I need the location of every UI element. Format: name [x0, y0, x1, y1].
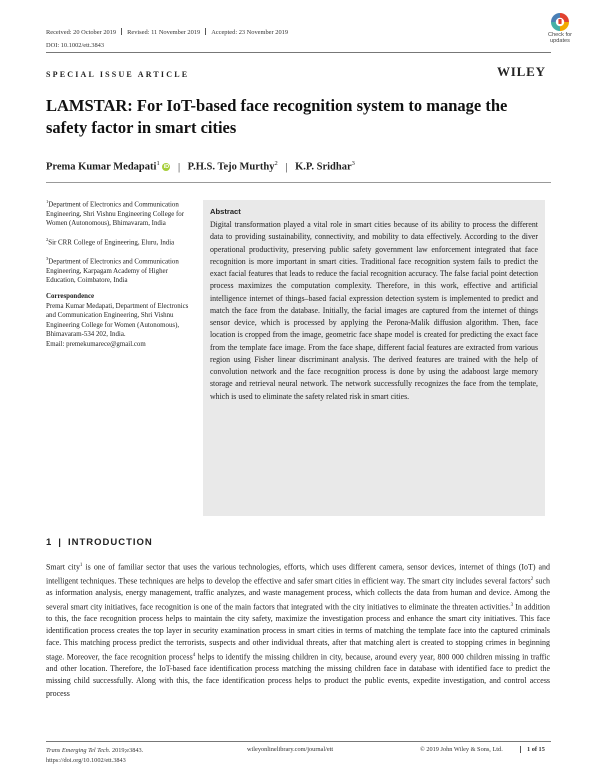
author-list: Prema Kumar Medapati$^1$ iD | P.H.S. Tejo Murthy$^2$ | K.P. Sridhar$^3$ [46, 160, 355, 173]
journal-name: Trans Emerging Tel Tech. [46, 747, 111, 754]
author-affil-sup: 2 [274, 160, 278, 167]
revised-date: Revised: 11 November 2019 [127, 29, 201, 36]
copyright: © 2019 John Wiley & Sons, Ltd. [420, 746, 503, 753]
journal-citation: 2019;e3843. [110, 747, 144, 754]
abstract-text: Digital transformation played a vital role in smart cities because of its ability to process the different data to providing sustainability, connectivity, and mobility to data effectively. According to the diver operational productivity, preserving public safety government law enforcement integrated that face recognition is more important in smart cities. Traditional face recognition system fails to predict the exact facial features that leads to reduce the facial recognition accuracy. The false facial point detection process maximizes the computation complexity. Therefore, in this work, effective and artificial intelligence internet of things–based facial expression detection system is implemented to predict and match the face from the database. Initially, the facial images are captured from the internet of things sensor device, which is processed by applying the Perona-Malik diffusion algorithm. Then, face location is cropped from the image, geometric face shape model is created for predicting the exact face from the template face image. From the face shape, different facial features are extracted from various region using Fisher linear discriminant analysis. The derived features are trained with the help of convolution network and the face recognition process is done by using the adaboost large memory storage and retrieval neural network. The network successfully recognizes the face from the template, which is used to eliminate the safety related risk in smart cities. [210, 220, 538, 401]
check-for-updates-icon [550, 12, 570, 32]
publisher-logo: WILEY [497, 64, 546, 79]
author-name[interactable]: Prema Kumar Medapati [46, 161, 157, 173]
article-type: SPECIAL ISSUE ARTICLE [46, 70, 190, 79]
citation-ref[interactable]: 1 [79, 563, 83, 568]
author-affil-sup: 1 [156, 160, 160, 167]
author-name[interactable]: P.H.S. Tejo Murthy [187, 161, 275, 173]
section-number: 1 [46, 537, 53, 548]
check-for-updates-badge[interactable] [540, 12, 580, 44]
received-date: Received: 20 October 2019 [46, 29, 117, 36]
citation-ref[interactable]: 2 [530, 576, 534, 582]
journal-site-link[interactable]: wileyonlinelibrary.com/journal/ett [247, 746, 334, 753]
author-affil-sup: 3 [351, 160, 355, 167]
affiliation-item: $^1$Department of Electronics and Communication Engineering, Shri Vishnu Engineering College for Women (Autonomous), Bhimavaram, India [46, 199, 185, 228]
introduction-paragraph: Smart city$^1$ is one of familiar sector that uses the various technologies, efforts, which uses different camera, sensor devices, internet of things (IoT) and intelligent techniques. These techniques are helps to develop the effective and safer smart cities in efficient way. The smart city includes several factors$^2$ such as information analysis, energy management, traffic analyzes, and waste management process, which collects the data from human and device. Among the several smart city initiatives, face recognition is one of the main factors that integrated with the city initiatives to eliminate the threaten activities.$^3$ In addition to this, the face recognition process helps to maintain the city safety, maximize the investigation process and enhance the smart city initiatives. This face identification process creates the top layer in security examination process in smart cities in terms of matching the template face into the captured criminals face. This matching process predict the terrorists, suspects and other individual threats, after that matching alert is created to stopping crimes in beginning stage. Moreover, the face recognition process$^4$ helps to identify the missing children in city, because, around every year, 800 000 children missing in traffic and other location. Therefore, the IoT-based face identification process matching the missing children face in database with identified face to predict the missing child successfully. Along with this, the face identification process helps to product the public events, expedite investigation, and control access process [46, 562, 550, 698]
paper-title: LAMSTAR: For IoT-based face recognition system to manage the safety factor in smart cities [46, 96, 508, 137]
footer-citation [46, 746, 143, 766]
correspondence-heading: Correspondence [46, 293, 95, 301]
affiliations-column [46, 197, 196, 350]
correspondence-text: Prema Kumar Medapati, Department of Electronics and Communication Engineering, Shri Vishnu Engineering College for Women (Autonomous), Bhimavaram-534 202, India. [46, 302, 189, 339]
section-title: INTRODUCTION [67, 537, 153, 548]
author-divider [46, 182, 551, 183]
badge-label-1: Check for [548, 32, 572, 38]
accepted-date: Accepted: 23 November 2019 [211, 29, 289, 36]
doi: DOI: 10.1002/ett.3843 [46, 42, 105, 49]
badge-label-2: updates [550, 38, 570, 44]
author-name[interactable]: K.P. Sridhar [295, 161, 352, 173]
abstract-box [203, 200, 545, 516]
article-dates [46, 28, 288, 36]
correspondence-email[interactable]: Email: premekumarece@gmail.com [46, 341, 146, 349]
orcid-icon[interactable]: iD [163, 163, 170, 170]
footer-doi-link[interactable]: https://doi.org/10.1002/ett.3843 [46, 757, 126, 764]
header-divider [46, 52, 551, 53]
abstract-heading: Abstract [210, 207, 241, 216]
section-heading: 1 | INTRODUCTION [46, 537, 153, 548]
citation-ref[interactable]: 3 [510, 602, 514, 608]
page-number: 1 of 15 [520, 746, 545, 753]
footer-divider [46, 741, 551, 742]
affiliation-item: $^2$Sir CRR College of Engineering, Eluru, India [46, 237, 175, 247]
affiliation-item: $^3$Department of Electronics and Communication Engineering, Karpagam Academy of Higher Education, Coimbatore, India [46, 255, 179, 285]
citation-ref[interactable]: 4 [192, 652, 196, 658]
